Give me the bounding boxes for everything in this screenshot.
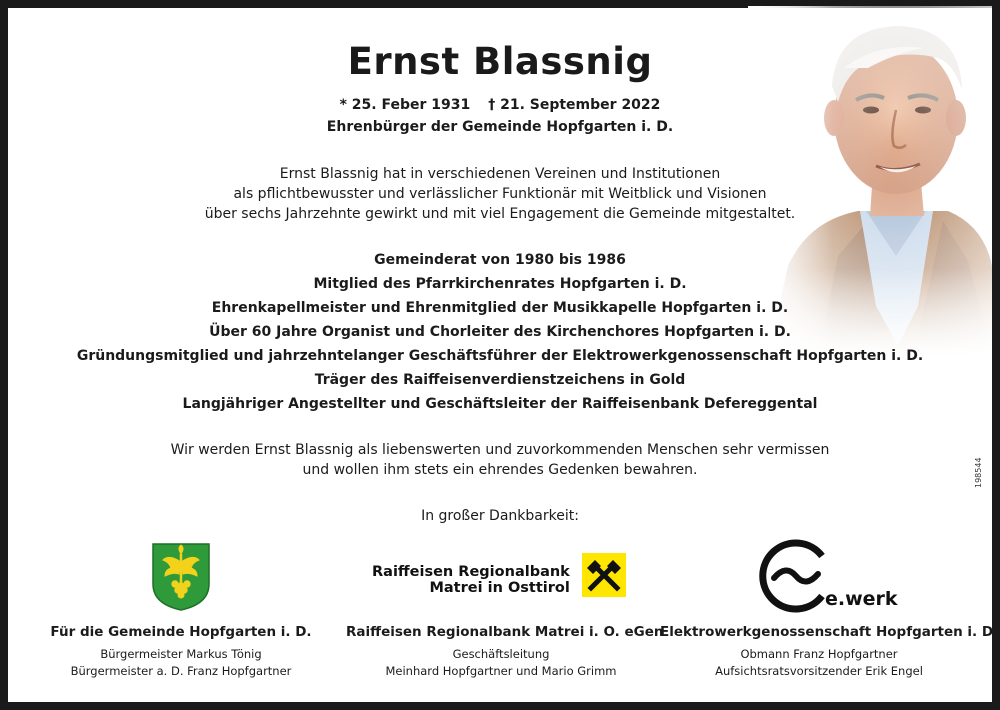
death-date: † 21. September 2022 — [488, 97, 661, 113]
raiffeisen-giebelkreuz-icon — [582, 553, 626, 597]
signatory: Meinhard Hopfgartner und Mario Grimm — [385, 664, 617, 678]
role-item: Gemeinderat von 1980 bis 1986 — [374, 252, 626, 268]
intro-line: Ernst Blassnig hat in verschiedenen Vereinen und Institutionen — [279, 166, 721, 182]
honorary-title: Ehrenbürger der Gemeinde Hopfgarten i. D. — [326, 119, 674, 135]
deceased-name: Ernst Blassnig — [347, 40, 653, 83]
intro-paragraph — [0, 164, 1000, 224]
sender-signatories — [40, 646, 322, 680]
ewerk-logo-text: e.werk — [825, 588, 898, 610]
role-item: Mitglied des Pfarrkirchenrates Hopfgarten i. D. — [313, 276, 687, 292]
life-dates — [0, 97, 1000, 113]
signatory: Bürgermeister Markus Tönig — [100, 647, 262, 661]
sender-name: Elektrowerkgenossenschaft Hopfgarten i. D. — [660, 624, 999, 640]
raiffeisen-logo-line: Matrei in Osttirol — [429, 580, 570, 596]
signatory: Aufsichtsratsvorsitzender Erik Engel — [715, 664, 923, 678]
roles-list — [0, 248, 1000, 416]
sender-raiffeisen — [346, 530, 664, 680]
role-item: Ehrenkapellmeister und Ehrenmitglied der Musikkapelle Hopfgarten i. D. — [211, 300, 789, 316]
gemeinde-wappen-icon — [151, 542, 211, 612]
sender-signatories — [660, 646, 978, 680]
closing-paragraph — [0, 440, 1000, 480]
signatory: Bürgermeister a. D. Franz Hopfgartner — [70, 664, 292, 678]
birth-date: * 25. Feber 1931 — [339, 97, 471, 113]
sender-ewerk — [660, 530, 999, 680]
signatory: Geschäftsleitung — [452, 647, 550, 661]
role-item: Über 60 Jahre Organist und Chorleiter des Kirchenchores Hopfgarten i. D. — [209, 324, 791, 340]
intro-line: als pflichtbewusster und verlässlicher Funktionär mit Weitblick und Visionen — [233, 186, 767, 202]
sender-gemeinde — [40, 530, 322, 680]
role-item: Langjähriger Angestellter und Geschäftsleiter der Raiffeisenbank Defereggental — [182, 396, 818, 412]
raiffeisen-logo-line: Raiffeisen Regionalbank — [372, 564, 570, 580]
role-item: Gründungsmitglied und jahrzehntelanger Geschäftsführer der Elektrowerkgenossenschaft Hopfgarten i. D. — [76, 348, 924, 364]
sender-name: Raiffeisen Regionalbank Matrei i. O. eGen — [346, 624, 664, 640]
intro-line: über sechs Jahrzehnte gewirkt und mit viel Engagement die Gemeinde mitgestaltet. — [204, 206, 796, 222]
closing-line: Wir werden Ernst Blassnig als liebenswerten und zuvorkommenden Menschen sehr vermissen — [170, 442, 830, 458]
role-item: Träger des Raiffeisenverdienstzeichens in Gold — [314, 372, 686, 388]
sender-signatories — [346, 646, 656, 680]
raiffeisen-logo-text — [372, 564, 570, 596]
closing-line: und wollen ihm stets ein ehrendes Gedenken bewahren. — [302, 462, 698, 478]
sender-name: Für die Gemeinde Hopfgarten i. D. — [50, 624, 312, 640]
signatory: Obmann Franz Hopfgartner — [740, 647, 898, 661]
thanks-line: In großer Dankbarkeit: — [421, 508, 579, 524]
ad-code: 198544 — [974, 457, 983, 488]
